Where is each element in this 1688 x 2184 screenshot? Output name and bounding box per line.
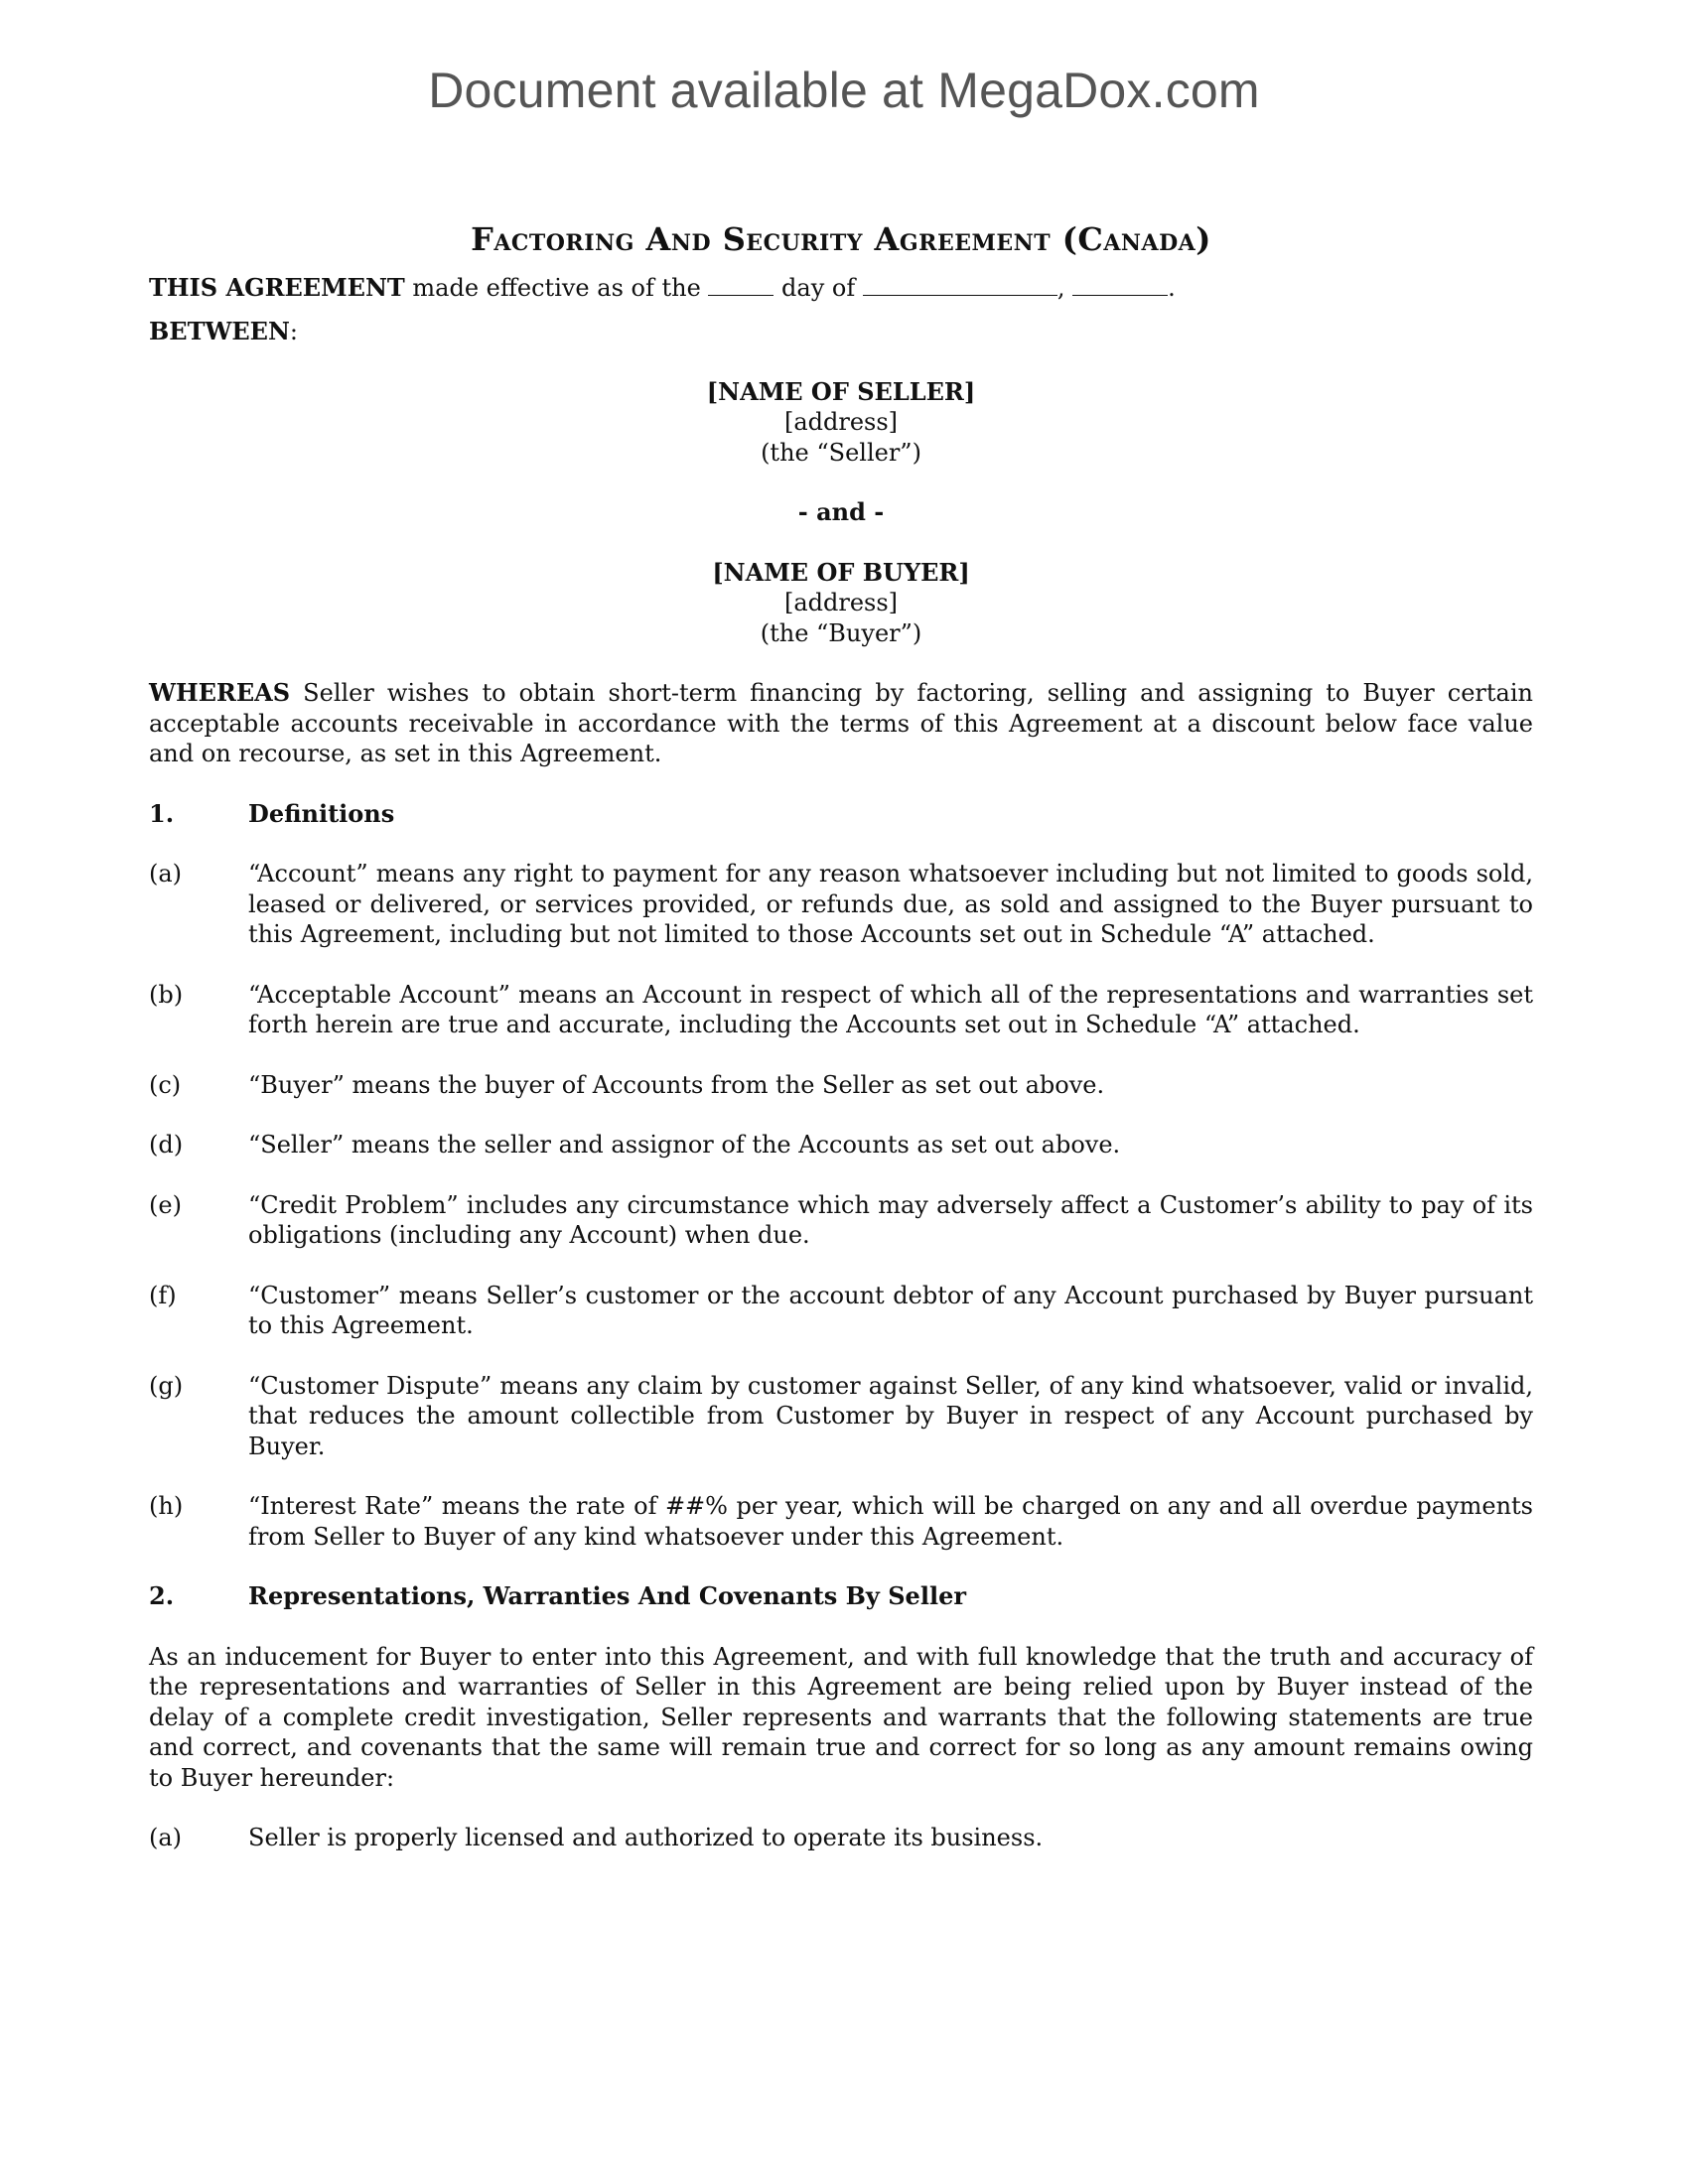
definition-item xyxy=(149,980,1533,1040)
between-label xyxy=(149,317,1533,347)
whereas-bold: WHEREAS xyxy=(149,678,291,707)
month-blank xyxy=(863,275,1057,296)
definition-item xyxy=(149,859,1533,950)
between-colon: : xyxy=(289,318,299,345)
and-separator: - and - xyxy=(797,497,885,526)
seller-address: [address] xyxy=(783,408,899,436)
section-2-heading xyxy=(149,1581,1533,1612)
definition-label: (b) xyxy=(149,980,184,1009)
definition-item xyxy=(149,1190,1533,1251)
seller-block xyxy=(149,377,1533,469)
definition-label: (d) xyxy=(149,1131,184,1159)
definition-text: “Account” means any right to payment for any reason whatsoever including but not limited to goods sold, leased or delivered, or services provided, or refunds due, as sold and assigned to the Buyer pursuant to this Agreement, including but not limited to those Accounts set out in Schedule “A” attached. xyxy=(248,860,1533,948)
whereas-text: Seller wishes to obtain short-term financing by factoring, selling and assigning to Buyer certain acceptable accounts receivable in accordance with the terms of this Agreement at a discount below face value and on recourse, as set in this Agreement. xyxy=(149,679,1533,767)
intro-text-1: made effective as of the xyxy=(404,273,709,302)
definition-item xyxy=(149,1491,1533,1552)
definition-text: “Interest Rate” means the rate of ##% per year, which will be charged on any and all overdue payments from Seller to Buyer of any kind whatsoever under this Agreement. xyxy=(248,1492,1533,1551)
section-2-number: 2. xyxy=(149,1581,175,1610)
document-title: Factoring And Security Agreement (Canada) xyxy=(471,220,1211,258)
seller-designation: (the “Seller”) xyxy=(761,438,921,467)
definition-label: (c) xyxy=(149,1070,182,1099)
document-page xyxy=(149,220,1533,1883)
section-1-number: 1. xyxy=(149,798,175,828)
definition-text: “Credit Problem” includes any circumstance which may adversely affect a Customer’s ability to pay of its obligations (including any Account) when due. xyxy=(248,1190,1533,1249)
section-2-intro: As an inducement for Buyer to enter into this Agreement, and with full knowledge that the truth and accuracy of the representations and warranties of Seller in this Agreement are being relied upon by Buyer instead of the delay of a complete credit investigation, Seller represents and warrants that the following statements are true and correct, and covenants that the same will remain true and correct for so long as any amount remains owing to Buyer hereunder: xyxy=(149,1642,1533,1792)
definition-text: “Acceptable Account” means an Account in respect of which all of the representations and warranties set forth herein are true and accurate, including the Accounts set out in Schedule “A” attached. xyxy=(248,980,1533,1038)
definition-item xyxy=(149,1070,1533,1101)
definition-label: (h) xyxy=(149,1492,184,1520)
buyer-name: [NAME OF BUYER] xyxy=(712,557,970,587)
definition-label: (f) xyxy=(149,1281,177,1309)
section-2-title: Representations, Warranties And Covenants By Seller xyxy=(248,1581,966,1610)
buyer-designation: (the “Buyer”) xyxy=(760,618,922,647)
definition-label: (a) xyxy=(149,860,183,887)
representation-text: Seller is properly licensed and authorized to operate its business. xyxy=(248,1824,1044,1851)
intro-bold: THIS AGREEMENT xyxy=(149,272,405,302)
buyer-block xyxy=(149,558,1533,649)
definition-label: (e) xyxy=(149,1190,182,1219)
watermark-banner: Document available at MegaDox.com xyxy=(428,63,1260,118)
representation-label: (a) xyxy=(149,1824,183,1851)
definition-label: (g) xyxy=(149,1371,184,1400)
buyer-address: [address] xyxy=(783,589,899,616)
seller-name: [NAME OF SELLER] xyxy=(706,376,976,406)
definition-text: “Buyer” means the buyer of Accounts from the Seller as set out above. xyxy=(248,1070,1105,1099)
intro-text-3: , xyxy=(1056,273,1073,302)
definition-text: “Seller” means the seller and assignor of the Accounts as set out above. xyxy=(248,1131,1121,1159)
section-1-title: Definitions xyxy=(248,798,395,828)
definition-text: “Customer” means Seller’s customer or the account debtor of any Account purchased by Buyer pursuant to this Agreement. xyxy=(248,1281,1533,1339)
definition-item xyxy=(149,1371,1533,1462)
definition-text: “Customer Dispute” means any claim by customer against Seller, of any kind whatsoever, valid or invalid, that reduces the amount collectible from Customer by Buyer in respect of any Account purchased by Buyer. xyxy=(248,1371,1533,1460)
definition-item xyxy=(149,1281,1533,1341)
intro-text-4: . xyxy=(1168,273,1176,302)
definition-item xyxy=(149,1130,1533,1160)
intro-paragraph xyxy=(149,273,1533,304)
representation-item xyxy=(149,1823,1533,1853)
whereas-paragraph xyxy=(149,678,1533,769)
intro-text-2: day of xyxy=(774,273,863,302)
year-blank xyxy=(1072,275,1168,296)
day-blank xyxy=(708,275,774,296)
between-bold: BETWEEN xyxy=(149,317,290,345)
section-1-heading xyxy=(149,799,1533,830)
